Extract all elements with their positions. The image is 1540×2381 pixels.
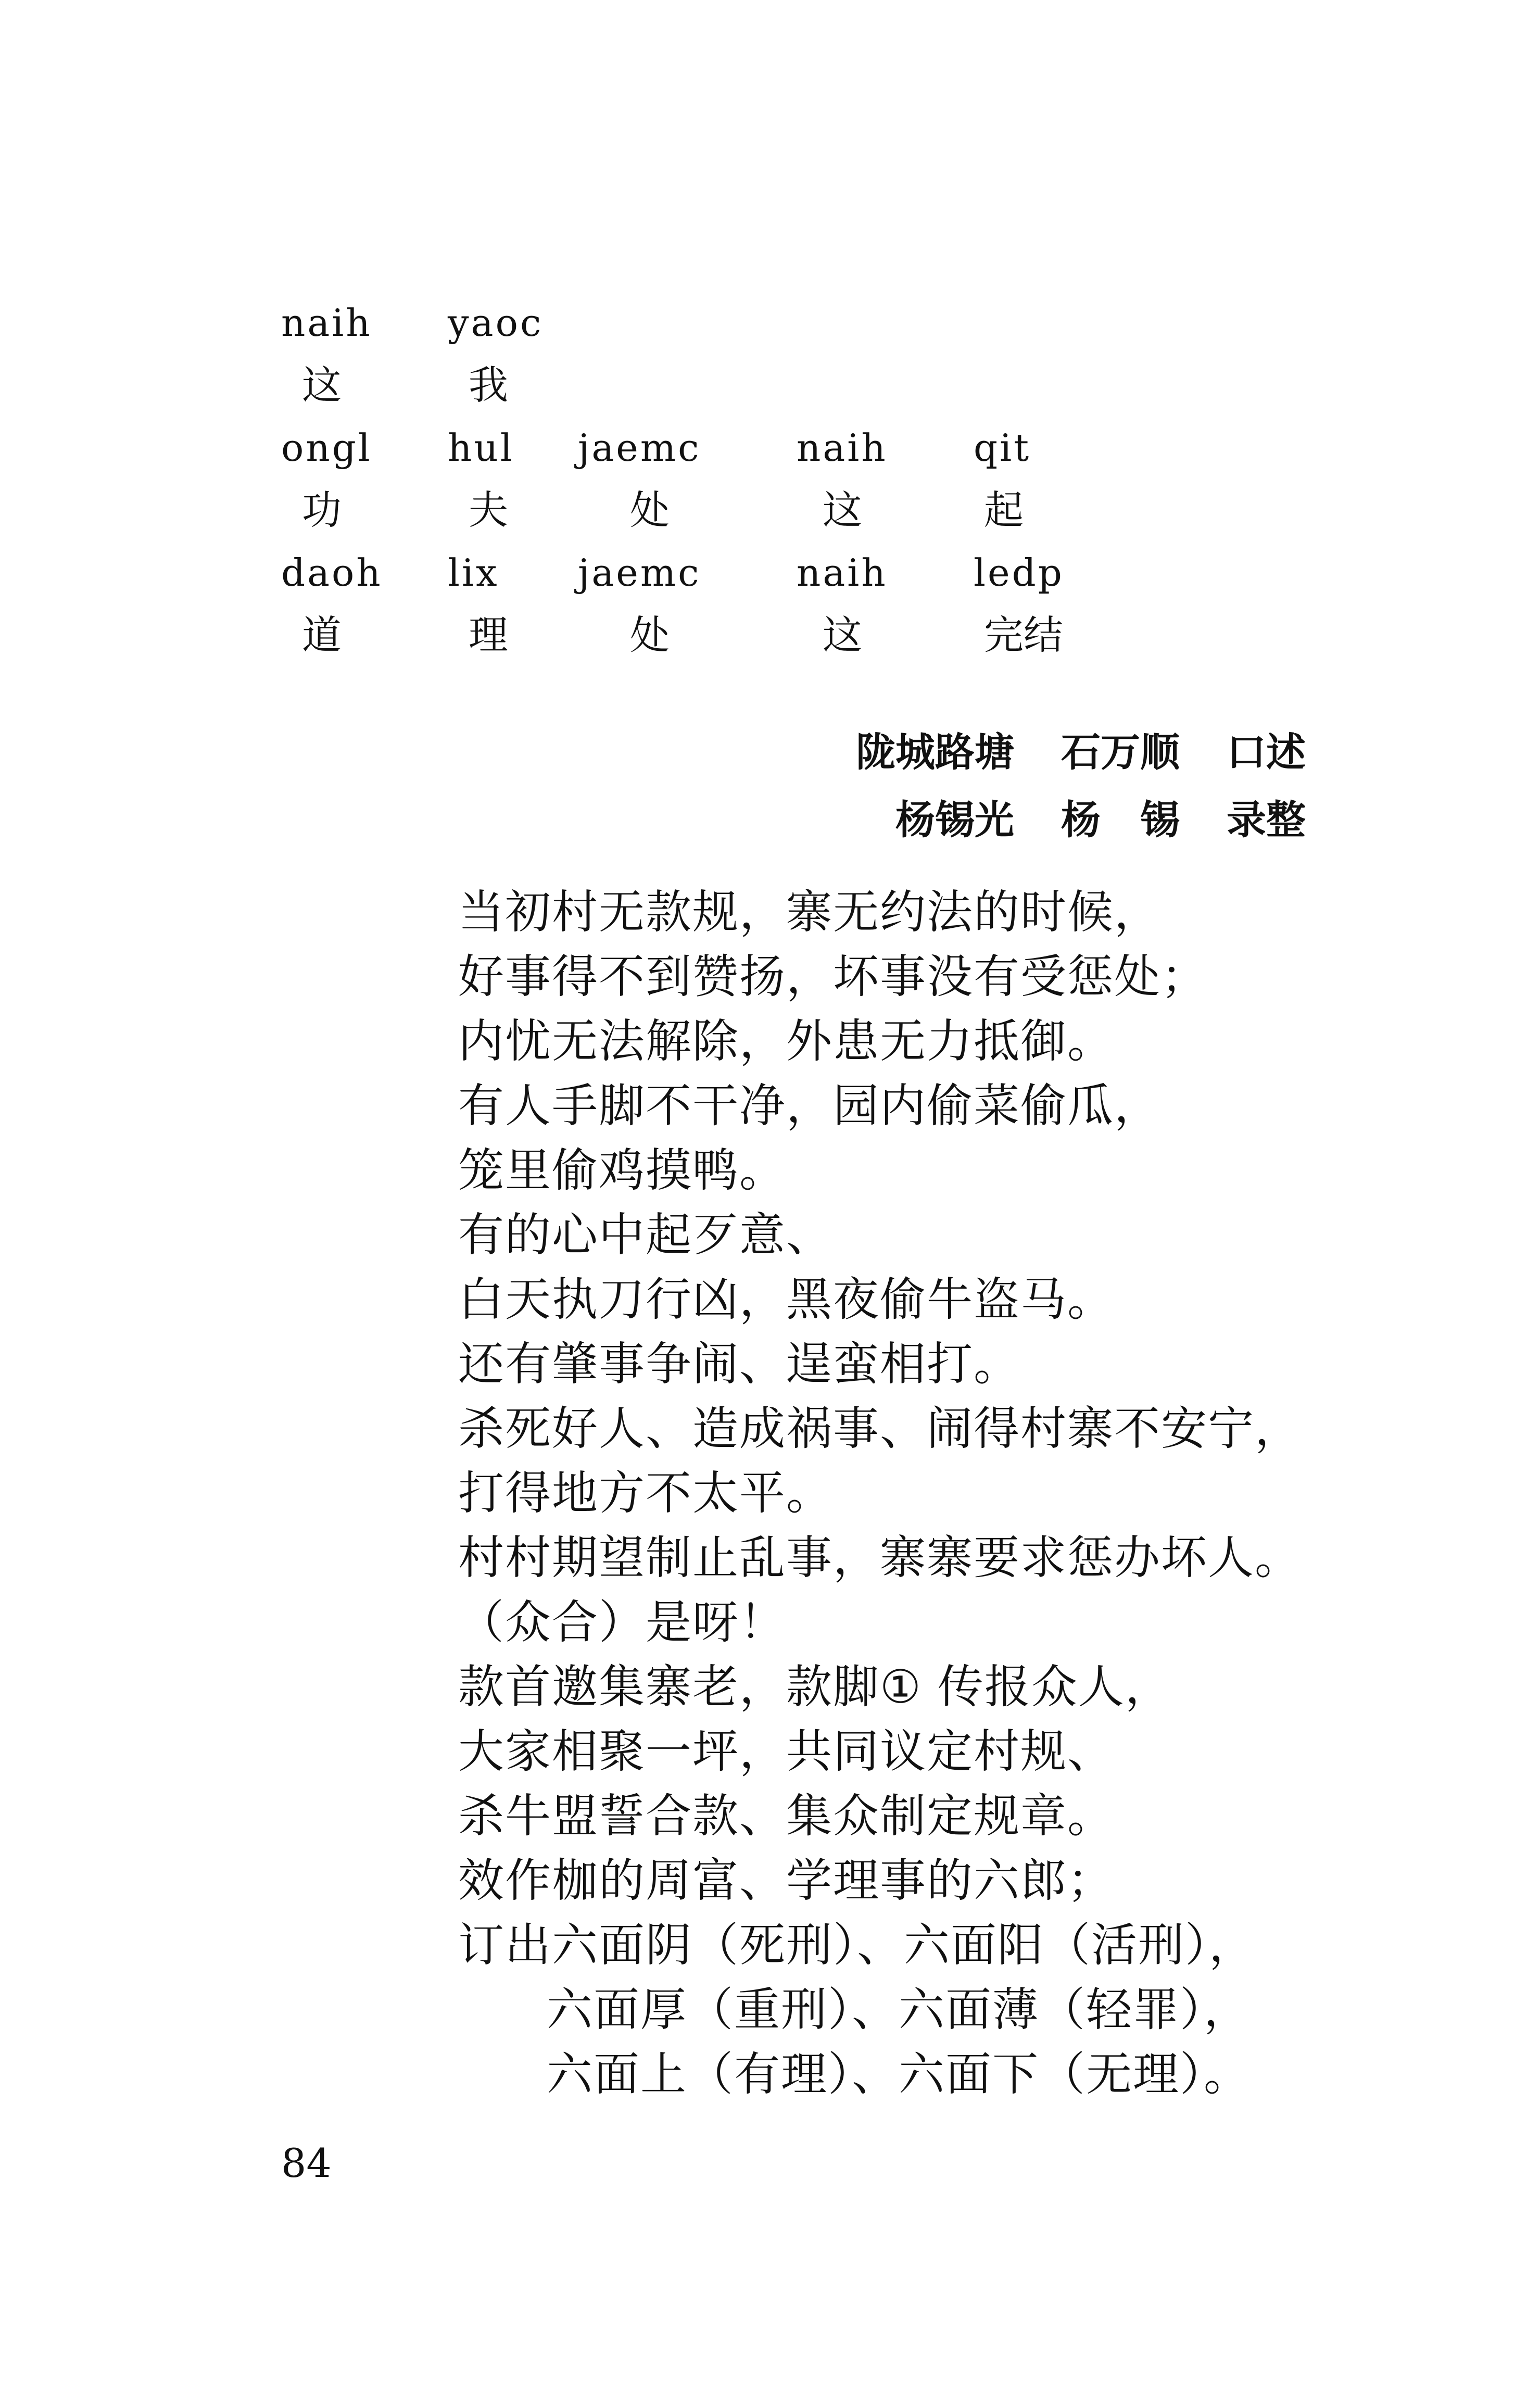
verse-line: 好事得不到赞扬，坏事没有受惩处； xyxy=(458,950,1208,1003)
gloss-word: jaemc xyxy=(578,426,701,470)
verse-line: 打得地方不太平。 xyxy=(458,1466,834,1520)
gloss-latin-row xyxy=(281,541,1109,604)
verse-line: 效作枷的周富、学理事的六郎； xyxy=(458,1854,1115,1907)
attribution-narrator xyxy=(856,719,1306,786)
gloss-word: 这 xyxy=(823,487,862,533)
attribution-person: 杨锡光 xyxy=(895,797,1014,843)
gloss-han-row xyxy=(281,479,1109,541)
gloss-latin-row xyxy=(281,292,1109,354)
gloss-word: ongl xyxy=(281,426,372,470)
verse-text xyxy=(458,880,1302,2107)
gloss-han-row xyxy=(281,604,1109,666)
gloss-word: hul xyxy=(448,426,514,470)
verse-line: 还有肇事争闹、逞蛮相打。 xyxy=(458,1337,1021,1391)
gloss-word: 完结 xyxy=(984,612,1063,658)
verse-line: （众合）是呀！ xyxy=(458,1595,787,1649)
verse-line: 内忧无法解除，外患无力抵御。 xyxy=(458,1014,1115,1068)
verse-line: 白天执刀行凶，黑夜偷牛盗马。 xyxy=(458,1273,1115,1326)
attribution-recorders xyxy=(856,786,1306,854)
page-number: 84 xyxy=(281,2140,332,2186)
gloss-word: 我 xyxy=(469,362,508,408)
verse-line: 杀牛盟誓合款、集众制定规章。 xyxy=(458,1789,1115,1843)
verse-line: 六面厚（重刑）、六面薄（轻罪）， xyxy=(547,1983,1251,2036)
interlinear-gloss xyxy=(281,292,1109,666)
verse-line: 有的心中起歹意、 xyxy=(458,1208,834,1262)
gloss-word: 处 xyxy=(630,487,670,533)
verse-line: 订出六面阴（死刑）、六面阳（活刑）， xyxy=(458,1918,1256,1972)
attribution xyxy=(856,719,1306,854)
gloss-word: 理 xyxy=(469,612,508,658)
gloss-word: naih xyxy=(281,301,372,345)
verse-line: 当初村无款规，寨无约法的时候， xyxy=(458,885,1162,939)
attribution-person: 石万顺 xyxy=(1061,729,1180,775)
verse-line: 六面上（有理）、六面下（无理）。 xyxy=(547,2047,1251,2101)
attribution-person: 杨 锡 xyxy=(1061,797,1180,843)
attribution-role: 口述 xyxy=(1227,729,1306,775)
gloss-word: yaoc xyxy=(448,301,544,345)
gloss-word: qit xyxy=(974,426,1031,470)
gloss-word: 夫 xyxy=(469,487,508,533)
gloss-word: daoh xyxy=(281,551,383,595)
gloss-word: jaemc xyxy=(578,551,701,595)
verse-line: 笼里偷鸡摸鸭。 xyxy=(458,1143,787,1197)
gloss-word: ledp xyxy=(974,551,1064,595)
gloss-latin-row xyxy=(281,417,1109,479)
gloss-word: lix xyxy=(448,551,499,595)
gloss-word: 道 xyxy=(302,612,342,658)
verse-line: 有人手脚不干净，园内偷菜偷瓜， xyxy=(458,1079,1162,1132)
attribution-role: 录整 xyxy=(1227,797,1306,843)
gloss-han-row xyxy=(281,354,1109,417)
gloss-word: 这 xyxy=(823,612,862,658)
verse-line: 大家相聚一坪，共同议定村规、 xyxy=(458,1724,1115,1778)
gloss-word: naih xyxy=(797,551,888,595)
verse-line: 杀死好人、造成祸事、闹得村寨不安宁， xyxy=(458,1402,1302,1455)
gloss-word: 处 xyxy=(630,612,670,658)
attribution-place: 陇城路塘 xyxy=(856,729,1014,775)
verse-line: 款首邀集寨老，款脚① 传报众人， xyxy=(458,1660,1172,1714)
gloss-word: 这 xyxy=(302,362,342,408)
verse-line: 村村期望制止乱事，寨寨要求惩办坏人。 xyxy=(458,1531,1302,1584)
gloss-word: 起 xyxy=(984,487,1024,533)
gloss-word: naih xyxy=(797,426,888,470)
gloss-word: 功 xyxy=(302,487,342,533)
